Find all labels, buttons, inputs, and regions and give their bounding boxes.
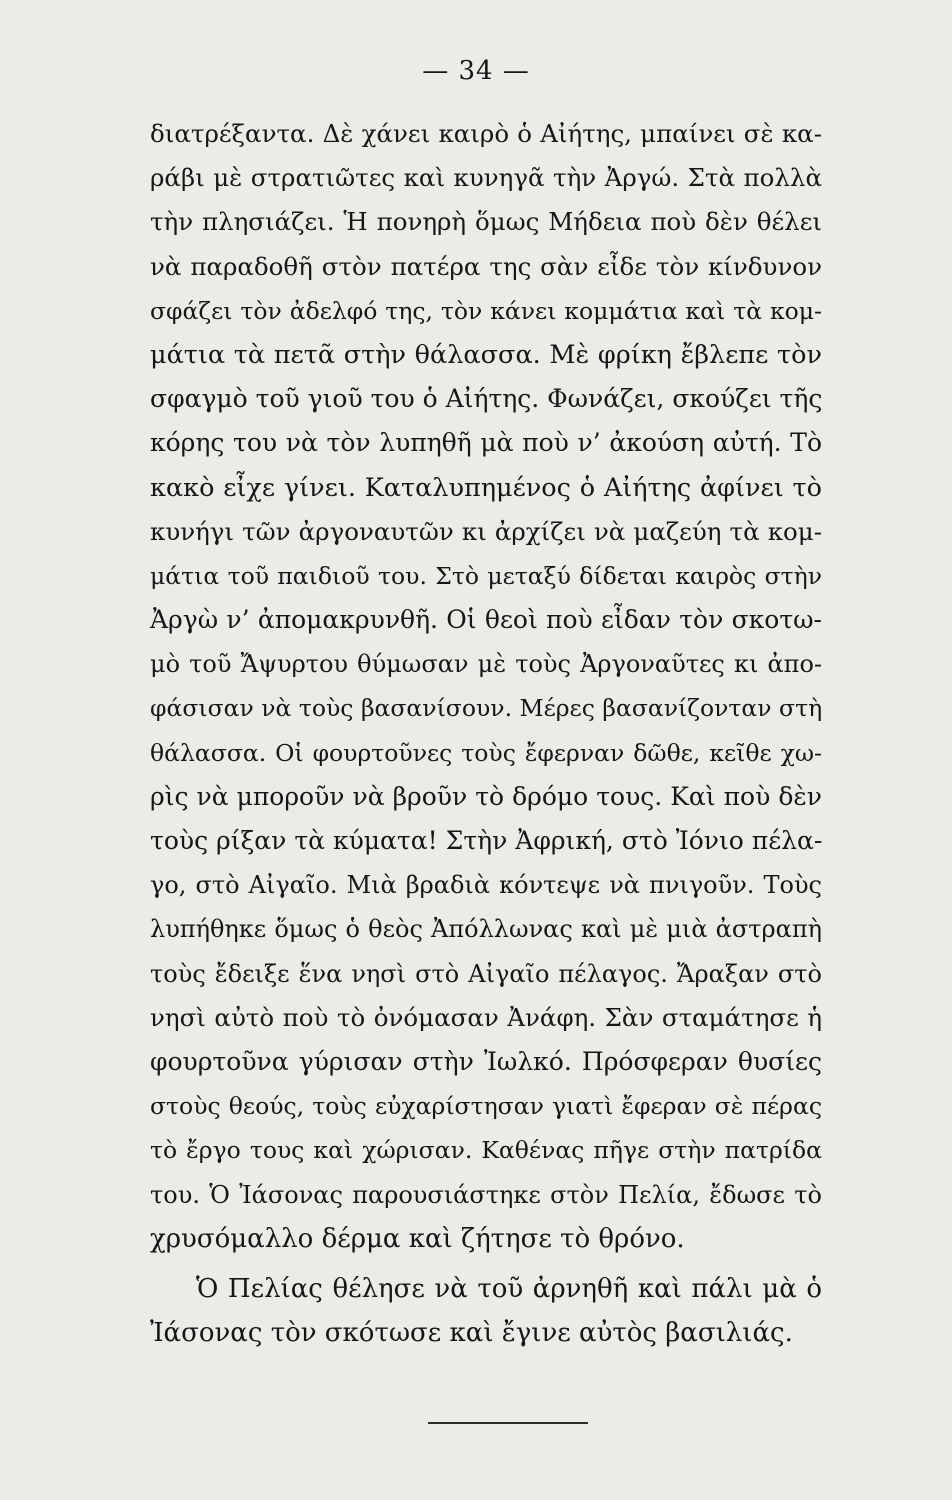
text-line: τοὺς ἔδειξε ἕνα νησὶ στὸ Αἰγαῖο πέλαγος. Ἄραξαν στὸ	[150, 959, 822, 988]
text-line: διατρέξαντα. Δὲ χάνει καιρὸ ὁ Αἰήτης, μπαίνει σὲ κα-	[150, 119, 822, 148]
text-line: γο, στὸ Αἰγαῖο. Μιὰ βραδιὰ κόντεψε νὰ πνιγοῦν. Τοὺς	[150, 871, 822, 900]
text-line: σφάζει τὸν ἀδελφό της, τὸν κάνει κομμάτια καὶ τὰ κομ-	[150, 296, 822, 325]
text-line: τὸ ἔργο τους καὶ χώρισαν. Καθένας πῆγε στὴν πατρίδα	[150, 1136, 822, 1165]
text-line: θάλασσα. Οἱ φουρτοῦνες τοὺς ἔφερναν δῶθε, κεῖθε χω-	[150, 738, 822, 767]
text-line: φάσισαν νὰ τοὺς βασανίσουν. Μέρες βασανίζονταν στὴ	[150, 694, 823, 723]
text-line: κόρης του νὰ τὸν λυπηθῆ μὰ ποὺ ν’ ἀκούση αὐτή. Τὸ	[150, 428, 822, 458]
text-line: φουρτοῦνα γύρισαν στὴν Ἰωλκό. Πρόσφεραν θυσίες	[150, 1046, 822, 1076]
text-line: κυνήγι τῶν ἀργοναυτῶν κι ἀρχίζει νὰ μαζεύη τὰ κομ-	[150, 516, 822, 546]
text-line: ράβι μὲ στρατιῶτες καὶ κυνηγᾶ τὴν Ἀργώ. Στὰ πολλὰ	[150, 163, 822, 193]
text-line: λυπήθηκε ὅμως ὁ θεὸς Ἀπόλλωνας καὶ μὲ μιὰ ἀστραπὴ	[150, 915, 822, 944]
end-rule	[428, 1422, 588, 1424]
text-line: Ἰάσονας τὸν σκότωσε καὶ ἔγινε αὐτὸς βασιλιάς.	[150, 1318, 793, 1349]
text-line: στοὺς θεούς, τοὺς εὐχαρίστησαν γιατὶ ἔφεραν σὲ πέρας	[150, 1092, 822, 1121]
text-line: τοὺς ρίξαν τὰ κύματα! Στὴν Ἀφρική, στὸ Ἰόνιο πέλα-	[150, 826, 823, 855]
text-line: νὰ παραδοθῆ στὸν πατέρα της σὰν εἶδε τὸν κίνδυνον	[150, 251, 822, 281]
text-line: Ἀργὼ ν’ ἀπομακρυνθῆ. Οἱ θεοὶ ποὺ εἶδαν τὸν σκοτω-	[150, 605, 822, 635]
text-line: του. Ὁ Ἰάσονας παρουσιάστηκε στὸν Πελία, ἔδωσε τὸ	[150, 1180, 822, 1209]
text-line: Ὁ Πελίας θέλησε νὰ τοῦ ἀρνηθῆ καὶ πάλι μὰ ὁ	[196, 1273, 822, 1304]
text-line: μὸ τοῦ Ἄψυρτου θύμωσαν μὲ τοὺς Ἀργοναῦτες κι ἀπο-	[150, 650, 822, 679]
page-number: — 34 —	[422, 56, 530, 86]
text-line: ρὶς νὰ μποροῦν νὰ βροῦν τὸ δρόμο τους. Καὶ ποὺ δὲν	[150, 781, 822, 811]
body-text	[150, 112, 822, 1355]
text-line: τὴν πλησιάζει. Ἡ πονηρὴ ὅμως Μήδεια ποὺ δὲν θέλει	[150, 207, 822, 237]
text-line: μάτια τοῦ παιδιοῦ του. Στὸ μεταξύ δίδεται καιρὸς στὴν	[150, 561, 822, 590]
text-line: χρυσόμαλλο δέρμα καὶ ζήτησε τὸ θρόνο.	[150, 1223, 685, 1254]
text-line: μάτια τὰ πετᾶ στὴν θάλασσα. Μὲ φρίκη ἔβλεπε τὸν	[150, 339, 822, 370]
text-line: κακὸ εἶχε γίνει. Καταλυπημένος ὁ Αἰήτης ἀφίνει τὸ	[150, 472, 822, 503]
text-line: νησὶ αὐτὸ ποὺ τὸ ὀνόμασαν Ἀνάφη. Σὰν σταμάτησε ἡ	[150, 1002, 822, 1032]
text-line: σφαγμὸ τοῦ γιοῦ του ὁ Αἰήτης. Φωνάζει, σκούζει τῆς	[150, 384, 823, 414]
